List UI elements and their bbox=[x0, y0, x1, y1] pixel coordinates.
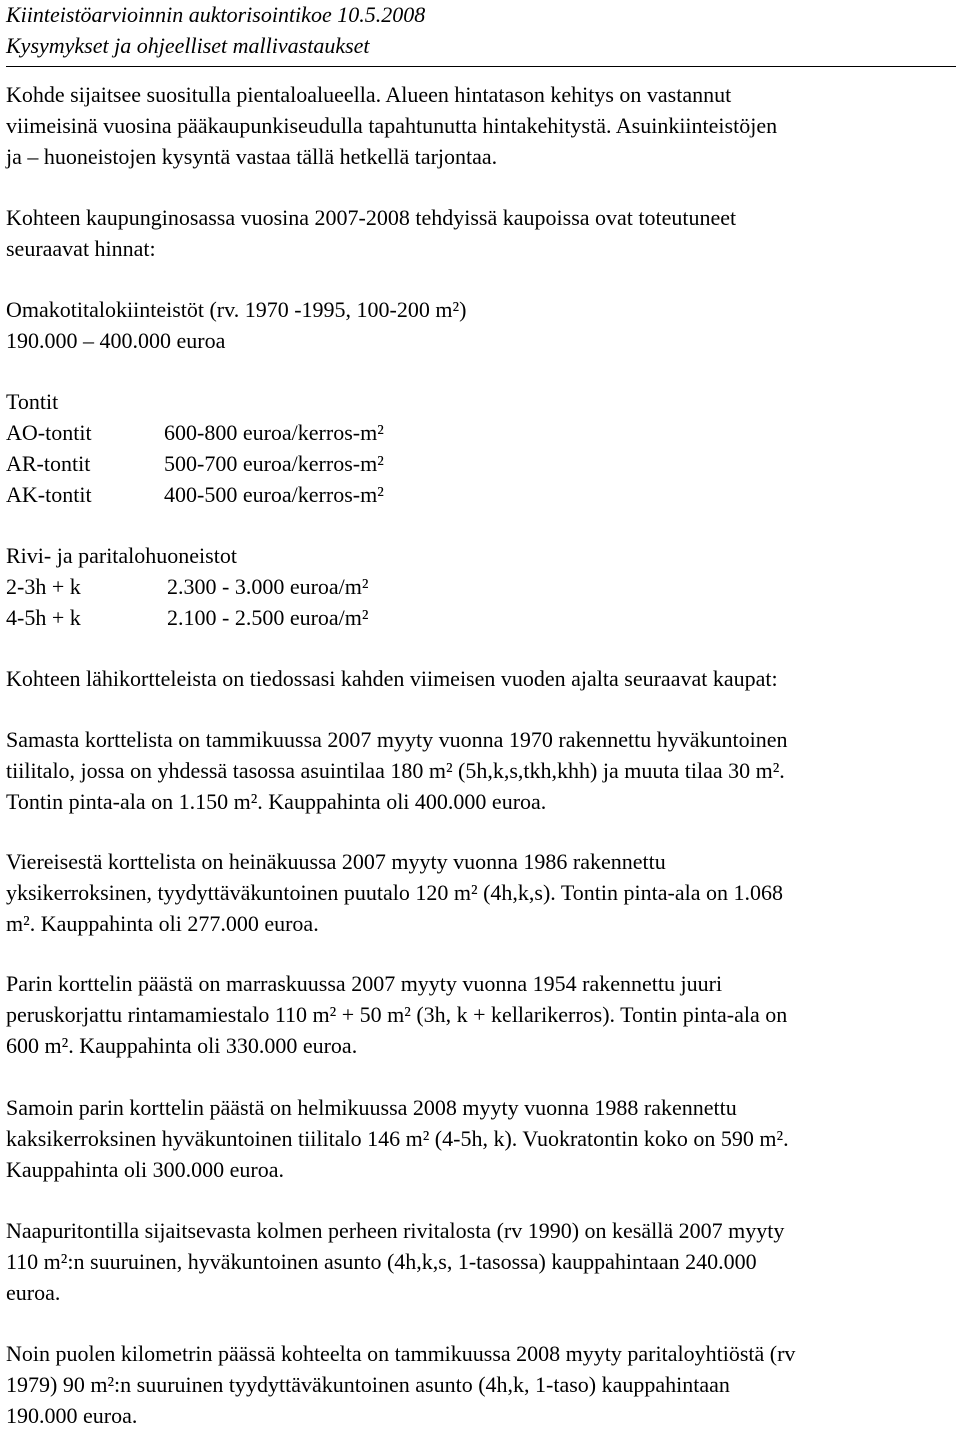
sale-4-line-3: Kauppahinta oli 300.000 euroa. bbox=[6, 1157, 284, 1182]
detached-label: Omakotitalokiinteistöt (rv. 1970 -1995, 100-200 m²) bbox=[6, 297, 467, 322]
sale-6-line-3: 190.000 euroa. bbox=[6, 1403, 138, 1428]
plots-row-type: AR-tontit bbox=[6, 451, 91, 476]
plots-heading: Tontit bbox=[6, 389, 59, 414]
sale-6-line-1: Noin puolen kilometrin päässä kohteelta on tammikuussa 2008 myyty paritaloyhtiöstä (rv bbox=[6, 1341, 796, 1366]
nearby-sales-intro: Kohteen lähikortteleista on tiedossasi kahden viimeisen vuoden ajalta seuraavat kaupat: bbox=[6, 666, 778, 691]
terraced-row-price: 2.300 - 3.000 euroa/m² bbox=[167, 574, 369, 599]
plots-row-price: 400-500 euroa/kerros-m² bbox=[164, 482, 384, 507]
plots-row-type: AO-tontit bbox=[6, 420, 92, 445]
sale-5-line-2: 110 m²:n suuruinen, hyväkuntoinen asunto (4h,k,s, 1-tasossa) kauppahintaan 240.000 bbox=[6, 1249, 757, 1274]
terraced-row-type: 4-5h + k bbox=[6, 605, 81, 630]
terraced-row bbox=[6, 571, 369, 602]
header-divider bbox=[6, 66, 956, 67]
sale-2-line-1: Viereisestä korttelista on heinäkuussa 2007 myyty vuonna 1986 rakennettu bbox=[6, 849, 666, 874]
sale-1-line-3: Tontin pinta-ala on 1.150 m². Kauppahinta oli 400.000 euroa. bbox=[6, 789, 547, 814]
plots-row-price: 500-700 euroa/kerros-m² bbox=[164, 451, 384, 476]
sale-3-line-2: peruskorjattu rintamamiestalo 110 m² + 50 m² (3h, k + kellarikerros). Tontin pinta-ala on bbox=[6, 1002, 788, 1027]
plots-row-type: AK-tontit bbox=[6, 482, 92, 507]
intro-line-1: Kohde sijaitsee suositulla pientaloalueella. Alueen hintatason kehitys on vastannut bbox=[6, 82, 732, 107]
plots-row bbox=[6, 448, 384, 479]
plots-row bbox=[6, 479, 384, 510]
sale-3-line-1: Parin korttelin päästä on marraskuussa 2007 myyty vuonna 1954 rakennettu juuri bbox=[6, 971, 723, 996]
plots-row-price: 600-800 euroa/kerros-m² bbox=[164, 420, 384, 445]
sale-3-line-3: 600 m². Kauppahinta oli 330.000 euroa. bbox=[6, 1033, 358, 1058]
sale-4-line-2: kaksikerroksinen hyväkuntoinen tiilitalo 146 m² (4-5h, k). Vuokratontin koko on 590 m². bbox=[6, 1126, 789, 1151]
intro-line-3: ja – huoneistojen kysyntä vastaa tällä hetkellä tarjontaa. bbox=[6, 144, 498, 169]
terraced-row bbox=[6, 602, 369, 633]
sale-2-line-3: m². Kauppahinta oli 277.000 euroa. bbox=[6, 911, 319, 936]
prices-intro-line-2: seuraavat hinnat: bbox=[6, 236, 156, 261]
document-title: Kiinteistöarvioinnin auktorisointikoe 10.5.2008 bbox=[6, 2, 426, 27]
sale-1-line-2: tiilitalo, jossa on yhdessä tasossa asuintilaa 180 m² (5h,k,s,tkh,khh) ja muuta tilaa 30 m². bbox=[6, 758, 785, 783]
detached-range: 190.000 – 400.000 euroa bbox=[6, 328, 226, 353]
terraced-heading: Rivi- ja paritalohuoneistot bbox=[6, 543, 237, 568]
sale-4-line-1: Samoin parin korttelin päästä on helmikuussa 2008 myyty vuonna 1988 rakennettu bbox=[6, 1095, 737, 1120]
sale-2-line-2: yksikerroksinen, tyydyttäväkuntoinen puutalo 120 m² (4h,k,s). Tontin pinta-ala on 1.068 bbox=[6, 880, 783, 905]
intro-line-2: viimeisinä vuosina pääkaupunkiseudulla tapahtunutta hintakehitystä. Asuinkiinteistöjen bbox=[6, 113, 778, 138]
sale-5-line-3: euroa. bbox=[6, 1280, 61, 1305]
terraced-row-price: 2.100 - 2.500 euroa/m² bbox=[167, 605, 369, 630]
sale-5-line-1: Naapuritontilla sijaitsevasta kolmen perheen rivitalosta (rv 1990) on kesällä 2007 myyty bbox=[6, 1218, 785, 1243]
prices-intro-line-1: Kohteen kaupunginosassa vuosina 2007-2008 tehdyissä kaupoissa ovat toteutuneet bbox=[6, 205, 737, 230]
sale-6-line-2: 1979) 90 m²:n suuruinen tyydyttäväkuntoinen asunto (4h,k, 1-taso) kauppahintaan bbox=[6, 1372, 730, 1397]
sale-1-line-1: Samasta korttelista on tammikuussa 2007 myyty vuonna 1970 rakennettu hyväkuntoinen bbox=[6, 727, 788, 752]
document-subtitle: Kysymykset ja ohjeelliset mallivastaukset bbox=[6, 33, 370, 58]
terraced-row-type: 2-3h + k bbox=[6, 574, 81, 599]
plots-row bbox=[6, 417, 384, 448]
